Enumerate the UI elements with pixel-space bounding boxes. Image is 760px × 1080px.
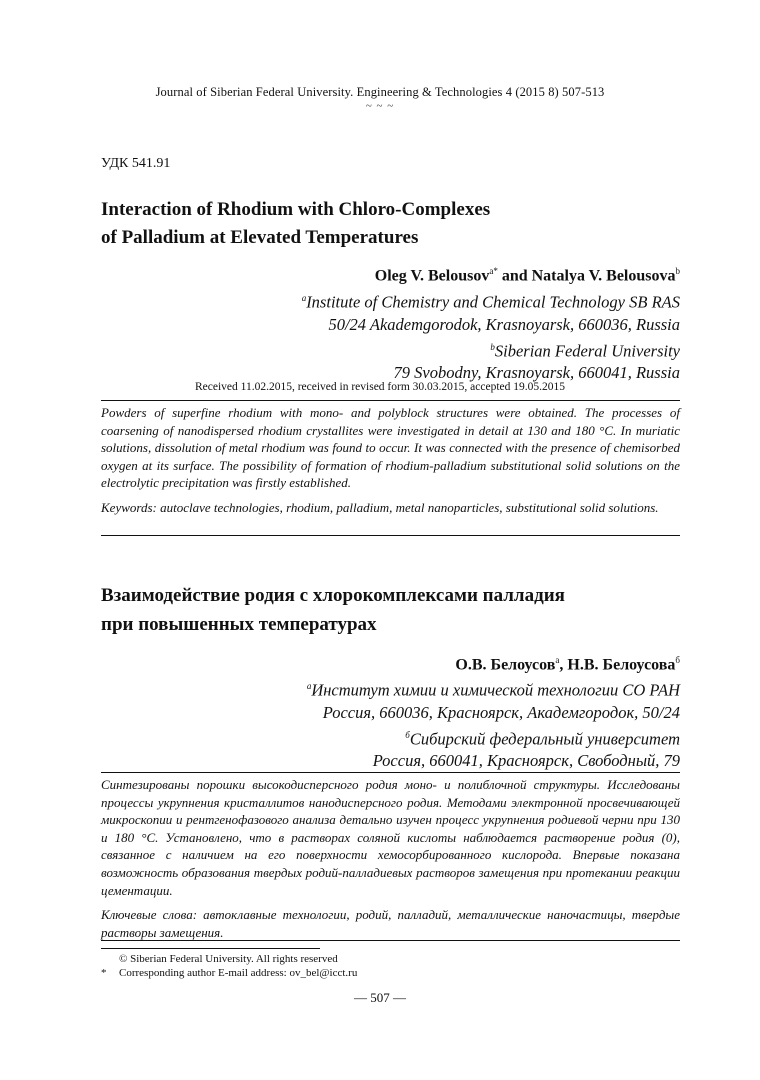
affiliation-line (302, 314, 680, 336)
authors-conjunction: and (497, 267, 532, 285)
affiliation-line (307, 750, 680, 772)
footnote-corresponding (101, 967, 357, 979)
russian-abstract-top-rule (101, 772, 680, 773)
author-1: Oleg V. Belousov (374, 267, 490, 285)
footnote-text: Corresponding author E-mail address: ov_bel@icct.ru (119, 967, 358, 979)
russian-abstract: Синтезированы порошки высокодисперсного родия моно- и полиблочной структуры. Исследованы процессы укрупнения кристаллитов нанодисперсного родия. Методами электронной просвечивающей микроскопии и рентгенофазового анализа детально изучен процесс укрупнения родиевой черни при 130 и 180 °С. Установлено, что в растворах соляной кислоты наблюдается растворение родия (0), связанное с наличием на его поверхности хемосорбированного кислорода. Впервые показана возможность образования твердых родий-палладиевых растворов замещения при протекании реакции цементации. (101, 777, 680, 898)
author-2: Natalya V. Belousova (531, 267, 676, 285)
footnote-rule (101, 948, 320, 949)
affiliation-text: 79 Svobodny, Krasnoyarsk, 660041, Russia (393, 363, 680, 382)
affiliation-line (302, 336, 680, 363)
author-1: О.В. Белоусов (455, 656, 556, 674)
english-authors (375, 266, 680, 285)
affiliation-mark: а (306, 681, 312, 691)
affiliation-mark: б (405, 729, 410, 740)
russian-keywords: Ключевые слова: автоклавные технологии, родий, палладий, металлические наночастицы, твердые растворы замещения. (101, 907, 680, 940)
affiliation-line (302, 287, 680, 314)
affiliation-text: Siberian Federal University (494, 341, 680, 360)
affiliation-text: 50/24 Akademgorodok, Krasnoyarsk, 660036, Russia (328, 314, 680, 334)
affiliation-line (307, 702, 680, 724)
affiliation-text: Институт химии и химической технологии СО РАН (311, 680, 680, 700)
russian-title-line-2: при повышенных температурах (101, 614, 377, 635)
affiliation-mark: b (490, 341, 495, 352)
author-2-marks: б (675, 655, 680, 665)
russian-title-line-1: Взаимодействие родия с хлорокомплексами палладия (101, 585, 565, 606)
affiliation-text: Institute of Chemistry and Chemical Technology SB RAS (306, 292, 680, 312)
footnote-copyright (101, 953, 338, 965)
affiliation-text: Россия, 660036, Красноярск, Академгородок, 50/24 (322, 702, 680, 722)
english-keywords: Keywords: autoclave technologies, rhodium, palladium, metal nanoparticles, substitutional solid solutions. (101, 500, 659, 515)
affiliation-text: Сибирский федеральный университет (409, 729, 680, 748)
affiliation-mark: a (301, 293, 307, 303)
received-dates: Received 11.02.2015, received in revised form 30.03.2015, accepted 19.05.2015 (194, 381, 566, 393)
authors-conjunction: , (559, 656, 568, 674)
english-abstract: Powders of superfine rhodium with mono- and polyblock structures were obtained. The processes of coarsening of nanodispersed rhodium crystallites were investigated in detail at 130 and 180 °C. In muriatic solutions, dissolution of metal rhodium was found to occur. It was connected with the presence of chemisorbed oxygen at its surface. The possibility of formation of rhodium-palladium substitutional solid solutions on the electrolytic precipitation was firstly established. (101, 405, 680, 491)
abstract-bottom-rule (101, 535, 680, 536)
author-1-marks: а (555, 655, 560, 665)
russian-affiliations (307, 675, 680, 772)
affiliation-line (307, 724, 680, 751)
footnote-text: © Siberian Federal University. All rights reserved (119, 953, 338, 965)
affiliation-line (307, 675, 680, 702)
author-2-marks: b (675, 266, 680, 276)
russian-authors (455, 655, 680, 674)
author-2: Н.В. Белоусова (567, 656, 676, 674)
header-ornament: ~ ~ ~ (365, 100, 395, 112)
russian-abstract-bottom-rule (101, 940, 680, 941)
english-title-line-2: of Palladium at Elevated Temperatures (101, 227, 419, 248)
journal-header: Journal of Siberian Federal University. Engineering & Technologies 4 (2015 8) 507-513 (155, 85, 605, 99)
affiliation-text: Россия, 660041, Красноярск, Свободный, 79 (372, 751, 680, 770)
author-1-marks: a* (489, 266, 498, 276)
footnote-mark: * (101, 967, 107, 979)
english-affiliations (302, 287, 680, 384)
abstract-top-rule (101, 400, 680, 401)
page-number: ― 507 ― (354, 990, 406, 1005)
udk-code: УДК 541.91 (101, 156, 171, 171)
english-title-line-1: Interaction of Rhodium with Chloro-Complexes (101, 199, 491, 220)
